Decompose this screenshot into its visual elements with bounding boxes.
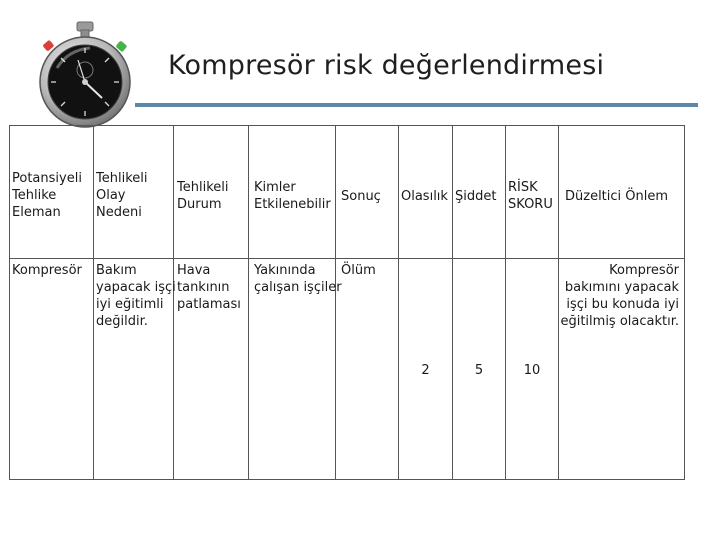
header-tehlikeli-durum: Tehlikeli Durum xyxy=(177,180,229,212)
header-row-divider xyxy=(9,258,685,259)
column-divider xyxy=(93,125,94,480)
header-sonuc: Sonuç xyxy=(341,189,381,204)
header-risk-skoru: RİSK SKORU xyxy=(508,180,553,212)
cell-potansiyel: Kompresör xyxy=(12,263,82,278)
cell-siddet: 5 xyxy=(474,363,484,378)
cell-olay-nedeni: Bakım yapacak işçi iyi eğitimli değildir. xyxy=(96,263,176,329)
column-divider xyxy=(248,125,249,480)
column-divider xyxy=(452,125,453,480)
cell-tehlikeli-durum: Hava tankının patlaması xyxy=(177,263,241,312)
cell-sonuc: Ölüm xyxy=(341,263,376,278)
page-title: Kompresör risk değerlendirmesi xyxy=(168,50,605,81)
cell-kimler: Yakınında çalışan işçiler xyxy=(254,263,342,295)
header-olay-nedeni: Tehlikeli Olay Nedeni xyxy=(96,171,148,220)
column-divider xyxy=(398,125,399,480)
header-siddet: Şiddet xyxy=(455,189,497,204)
stopwatch-icon xyxy=(30,20,140,130)
header-duzeltici-onlem: Düzeltici Önlem xyxy=(565,189,669,204)
cell-duzeltici-onlem: Kompresör bakımını yapacak işçi bu konuda iyi eğitilmiş olacaktır. xyxy=(560,263,679,329)
header-potansiyel-tehlike: Potansiyeli Tehlike Eleman xyxy=(12,171,82,220)
title-divider xyxy=(135,103,698,107)
column-divider xyxy=(335,125,336,480)
cell-risk-skoru: 10 xyxy=(523,363,541,378)
header-kimler-etkilenebilir: Kimler Etkilenebilir xyxy=(254,180,331,212)
header-olasilik: Olasılık xyxy=(401,189,448,204)
cell-olasilik: 2 xyxy=(421,363,430,378)
column-divider xyxy=(505,125,506,480)
